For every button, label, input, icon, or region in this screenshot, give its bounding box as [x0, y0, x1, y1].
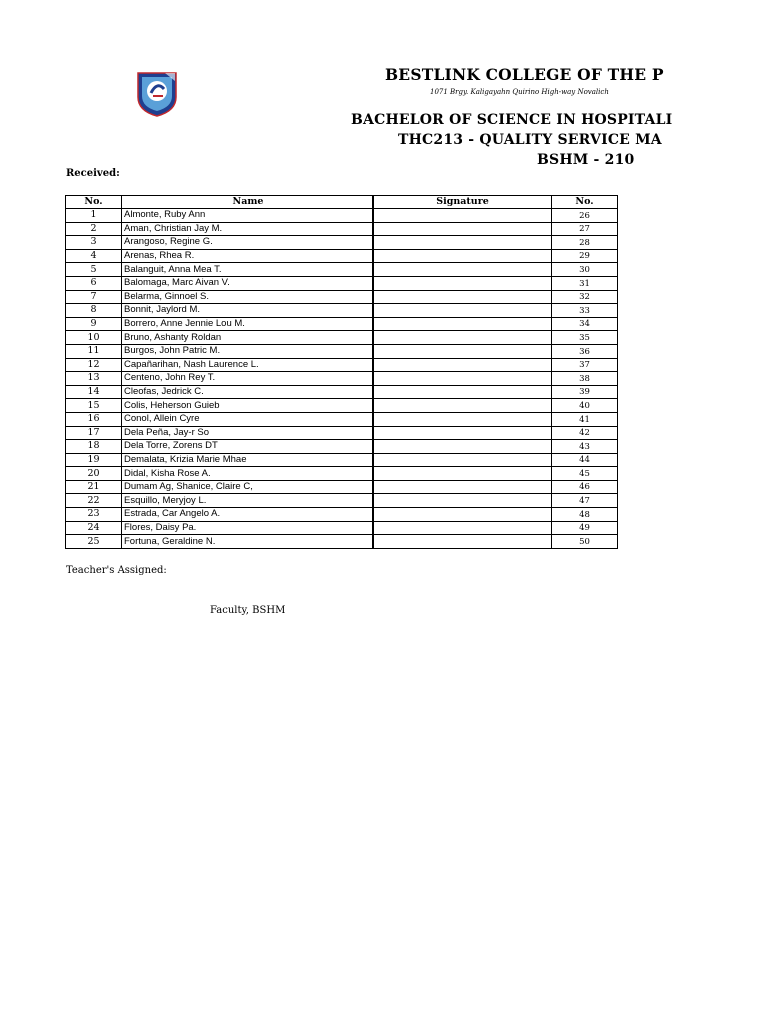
row-number-2: 48 [552, 508, 618, 522]
signature-cell[interactable] [374, 399, 552, 413]
received-label: Received: [66, 168, 120, 179]
signature-cell[interactable] [374, 358, 552, 372]
student-name: Dela Torre, Zorens DT [122, 440, 373, 454]
student-name: Almonte, Ruby Ann [122, 209, 373, 223]
table-row [66, 317, 618, 331]
row-number: 20 [66, 467, 122, 481]
student-name: Dumam Ag, Shanice, Claire C, [122, 480, 373, 494]
row-number: 21 [66, 480, 122, 494]
row-number: 18 [66, 440, 122, 454]
table-row [66, 249, 618, 263]
course-title: THC213 - QUALITY SERVICE MA [398, 132, 662, 148]
row-number: 6 [66, 276, 122, 290]
table-row [66, 399, 618, 413]
signature-cell[interactable] [374, 494, 552, 508]
roster-table [65, 195, 618, 549]
row-number: 19 [66, 453, 122, 467]
student-name: Arangoso, Regine G. [122, 236, 373, 250]
row-number-2: 30 [552, 263, 618, 277]
student-name: Burgos, John Patric M. [122, 344, 373, 358]
row-number-2: 36 [552, 344, 618, 358]
row-number: 1 [66, 209, 122, 223]
row-number: 13 [66, 372, 122, 386]
row-number-2: 26 [552, 209, 618, 223]
student-name: Bonnit, Jaylord M. [122, 304, 373, 318]
table-row [66, 236, 618, 250]
signature-cell[interactable] [374, 317, 552, 331]
signature-cell[interactable] [374, 372, 552, 386]
table-row [66, 440, 618, 454]
row-number-2: 46 [552, 480, 618, 494]
row-number: 3 [66, 236, 122, 250]
signature-cell[interactable] [374, 480, 552, 494]
student-name: Conol, Allein Cyre [122, 412, 373, 426]
student-name: Belarma, Ginnoel S. [122, 290, 373, 304]
table-row [66, 508, 618, 522]
column-header-signature: Signature [374, 196, 552, 209]
row-number: 22 [66, 494, 122, 508]
student-name: Fortuna, Geraldine N. [122, 535, 373, 549]
row-number-2: 47 [552, 494, 618, 508]
student-name: Aman, Christian Jay M. [122, 222, 373, 236]
student-name: Dela Peña, Jay-r So [122, 426, 373, 440]
signature-cell[interactable] [374, 249, 552, 263]
table-row [66, 290, 618, 304]
school-name: BESTLINK COLLEGE OF THE P [385, 65, 664, 84]
table-row [66, 344, 618, 358]
signature-cell[interactable] [374, 412, 552, 426]
table-row [66, 304, 618, 318]
row-number-2: 27 [552, 222, 618, 236]
signature-cell[interactable] [374, 521, 552, 535]
signature-cell[interactable] [374, 209, 552, 223]
signature-cell[interactable] [374, 331, 552, 345]
signature-cell[interactable] [374, 467, 552, 481]
table-row [66, 385, 618, 399]
table-row [66, 480, 618, 494]
student-name: Esquillo, Meryjoy L. [122, 494, 373, 508]
row-number: 2 [66, 222, 122, 236]
row-number-2: 39 [552, 385, 618, 399]
signature-cell[interactable] [374, 263, 552, 277]
table-row [66, 494, 618, 508]
faculty-label: Faculty, BSHM [210, 605, 286, 616]
row-number-2: 37 [552, 358, 618, 372]
student-name: Colis, Heherson Guieb [122, 399, 373, 413]
table-row [66, 467, 618, 481]
student-name: Borrero, Anne Jennie Lou M. [122, 317, 373, 331]
row-number: 4 [66, 249, 122, 263]
school-logo-seal [135, 69, 179, 117]
student-name: Centeno, John Rey T. [122, 372, 373, 386]
row-number-2: 49 [552, 521, 618, 535]
signature-cell[interactable] [374, 440, 552, 454]
table-row [66, 426, 618, 440]
row-number: 25 [66, 535, 122, 549]
column-header-name: Name [122, 196, 373, 209]
table-row [66, 222, 618, 236]
table-row [66, 372, 618, 386]
row-number-2: 33 [552, 304, 618, 318]
signature-cell[interactable] [374, 385, 552, 399]
student-name: Balomaga, Marc Aivan V. [122, 276, 373, 290]
section-title: BSHM - 210 [537, 152, 635, 168]
row-number-2: 50 [552, 535, 618, 549]
table-row [66, 209, 618, 223]
row-number: 23 [66, 508, 122, 522]
row-number-2: 28 [552, 236, 618, 250]
row-number-2: 40 [552, 399, 618, 413]
student-name: Balanguit, Anna Mea T. [122, 263, 373, 277]
row-number: 8 [66, 304, 122, 318]
table-row [66, 535, 618, 549]
student-name: Flores, Daisy Pa. [122, 521, 373, 535]
row-number: 24 [66, 521, 122, 535]
signature-cell[interactable] [374, 344, 552, 358]
student-name: Cleofas, Jedrick C. [122, 385, 373, 399]
row-number: 5 [66, 263, 122, 277]
table-row [66, 412, 618, 426]
row-number: 10 [66, 331, 122, 345]
signature-cell[interactable] [374, 508, 552, 522]
row-number-2: 45 [552, 467, 618, 481]
row-number: 17 [66, 426, 122, 440]
table-row [66, 358, 618, 372]
row-number-2: 41 [552, 412, 618, 426]
student-name: Didal, Kisha Rose A. [122, 467, 373, 481]
row-number-2: 32 [552, 290, 618, 304]
signature-cell[interactable] [374, 276, 552, 290]
row-number-2: 34 [552, 317, 618, 331]
student-name: Arenas, Rhea R. [122, 249, 373, 263]
table-row [66, 521, 618, 535]
row-number: 9 [66, 317, 122, 331]
row-number: 7 [66, 290, 122, 304]
table-row [66, 263, 618, 277]
program-title: BACHELOR OF SCIENCE IN HOSPITALI [351, 112, 673, 128]
row-number-2: 43 [552, 440, 618, 454]
column-header-no: No. [66, 196, 122, 209]
row-number: 15 [66, 399, 122, 413]
teacher-assigned-label: Teacher's Assigned: [66, 565, 167, 576]
table-row [66, 453, 618, 467]
table-header-row [66, 196, 618, 209]
school-address: 1071 Brgy. Kaligayahn Quirino High-way Novalich [430, 88, 609, 96]
table-row [66, 331, 618, 345]
student-name: Demalata, Krizia Marie Mhae [122, 453, 373, 467]
student-name: Capañarihan, Nash Laurence L. [122, 358, 373, 372]
row-number: 12 [66, 358, 122, 372]
signature-cell[interactable] [374, 222, 552, 236]
table-row [66, 276, 618, 290]
signature-cell[interactable] [374, 535, 552, 549]
row-number: 14 [66, 385, 122, 399]
row-number: 11 [66, 344, 122, 358]
signature-cell[interactable] [374, 236, 552, 250]
row-number: 16 [66, 412, 122, 426]
row-number-2: 35 [552, 331, 618, 345]
row-number-2: 29 [552, 249, 618, 263]
signature-cell[interactable] [374, 304, 552, 318]
signature-cell[interactable] [374, 426, 552, 440]
row-number-2: 42 [552, 426, 618, 440]
row-number-2: 38 [552, 372, 618, 386]
student-name: Estrada, Car Angelo A. [122, 508, 373, 522]
signature-cell[interactable] [374, 290, 552, 304]
row-number-2: 44 [552, 453, 618, 467]
student-name: Bruno, Ashanty Roldan [122, 331, 373, 345]
row-number-2: 31 [552, 276, 618, 290]
signature-cell[interactable] [374, 453, 552, 467]
column-header-no-2: No. [552, 196, 618, 209]
